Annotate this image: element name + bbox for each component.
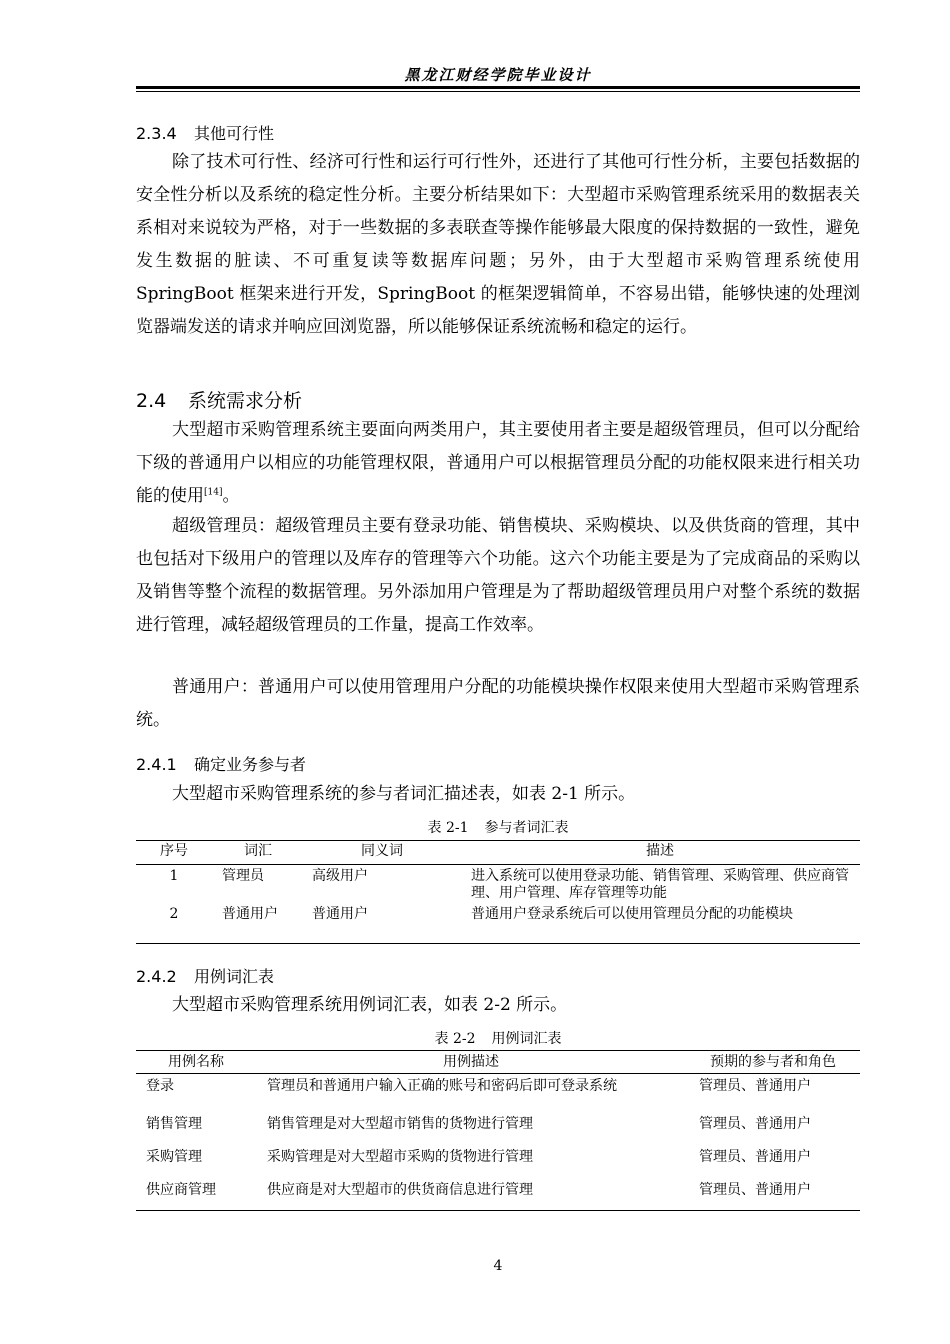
table2-cell: 供应商是对大型超市的供货商信息进行管理	[267, 1182, 533, 1198]
table2-bottom-rule	[136, 1210, 860, 1211]
table2-cell: 销售管理是对大型超市销售的货物进行管理	[267, 1116, 533, 1132]
table2-header-rule	[136, 1073, 860, 1074]
table1-cell: 普通用户登录系统后可以使用管理员分配的功能模块	[471, 906, 793, 922]
table1-cell: 1	[169, 868, 179, 884]
table2-cell: 管理员、普通用户	[699, 1078, 811, 1094]
table2-cell: 采购管理是对大型超市采购的货物进行管理	[267, 1149, 533, 1165]
table2-caption	[136, 1028, 860, 1048]
table2-cell: 管理员和普通用户输入正确的账号和密码后即可登录系统	[267, 1078, 617, 1094]
section-heading-2-3-4	[136, 121, 274, 144]
table2-header-cell: 预期的参与者和角色	[710, 1054, 836, 1070]
paragraph-normal-user: 普通用户：普通用户可以使用管理用户分配的功能模块操作权限来使用大型超市采购管理系统。	[136, 677, 860, 730]
paragraph-text: 大型超市采购管理系统主要面向两类用户，其主要使用者主要是超级管理员，但可以分配给下级的普通用户以相应的功能管理权限，普通用户可以根据管理员分配的功能权限来进行相关功能的使用	[136, 420, 860, 506]
section-title: 确定业务参与者	[194, 755, 307, 774]
table1-cell: 2	[169, 906, 179, 922]
page-number: 4	[493, 1258, 503, 1274]
table2-cell: 登录	[146, 1078, 174, 1094]
table1-header-cell: 描述	[646, 843, 674, 859]
section-title: 其他可行性	[194, 124, 275, 143]
table1-header-cell: 词汇	[244, 843, 272, 859]
table1-top-rule	[136, 840, 860, 841]
caption-number: 表 2-1	[427, 820, 469, 836]
paragraph-other-feasibility: 除了技术可行性、经济可行性和运行可行性外，还进行了其他可行性分析，主要包括数据的安全性分析以及系统的稳定性分析。主要分析结果如下：大型超市采购管理系统采用的数据表关系相对来说较为严格，对于一些数据的多表联查等操作能够最大限度的保持数据的一致性，避免发生数据的脏读、不可重复读等数据库问题；另外，由于大型超市采购管理系统使用 SpringBoot 框架来进行开发，SpringBoot 的框架逻辑简单，不容易出错，能够快速的处理浏览器端发送的请求并响应回浏览器，所以能够保证系统流畅和稳定的运行。	[136, 152, 860, 337]
paragraph-requirements-intro	[136, 414, 860, 513]
section-heading-2-4	[136, 386, 302, 413]
table2-cell: 销售管理	[146, 1116, 202, 1132]
header-rule-thin	[136, 91, 860, 92]
section-number: 2.3.4	[136, 124, 177, 143]
section-number: 2.4	[136, 390, 167, 412]
paragraph-end: 。	[222, 486, 240, 506]
table1-header-rule	[136, 864, 860, 865]
section-number: 2.4.2	[136, 967, 177, 986]
table2-cell: 供应商管理	[146, 1182, 216, 1198]
paragraph-table1-intro: 大型超市采购管理系统的参与者词汇描述表，如表 2-1 所示。	[172, 784, 636, 804]
section-number: 2.4.1	[136, 755, 177, 774]
table1-cell: 普通用户	[222, 906, 278, 922]
table2-cell: 管理员、普通用户	[699, 1116, 811, 1132]
table1-bottom-rule	[136, 943, 860, 944]
table2-top-rule	[136, 1050, 860, 1051]
header-rule-thick	[136, 86, 860, 89]
table1-cell: 普通用户	[312, 906, 368, 922]
table1-caption	[136, 817, 860, 837]
caption-number: 表 2-2	[434, 1031, 476, 1047]
caption-title: 参与者词汇表	[484, 820, 569, 836]
section-title: 用例词汇表	[194, 967, 275, 986]
table2-cell: 采购管理	[146, 1149, 202, 1165]
section-title: 系统需求分析	[188, 390, 303, 412]
table2-cell: 管理员、普通用户	[699, 1149, 811, 1165]
table2-header-cell: 用例名称	[168, 1054, 224, 1070]
citation-ref: [14]	[204, 487, 223, 498]
table1-header-cell: 同义词	[361, 843, 403, 859]
page-header: 黑龙江财经学院毕业设计	[404, 66, 592, 84]
paragraph-super-admin: 超级管理员：超级管理员主要有登录功能、销售模块、采购模块、以及供货商的管理，其中也包括对下级用户的管理以及库存的管理等六个功能。这六个功能主要是为了完成商品的采购以及销售等整个流程的数据管理。另外添加用户管理是为了帮助超级管理员用户对整个系统的数据进行管理，减轻超级管理员的工作量，提高工作效率。	[136, 516, 860, 635]
table2-cell: 管理员、普通用户	[699, 1182, 811, 1198]
table1-cell: 高级用户	[312, 868, 368, 884]
caption-title: 用例词汇表	[491, 1031, 562, 1047]
table2-header-cell: 用例描述	[443, 1054, 499, 1070]
section-heading-2-4-2	[136, 964, 274, 987]
paragraph-table2-intro: 大型超市采购管理系统用例词汇表，如表 2-2 所示。	[172, 995, 568, 1015]
table1-cell: 管理员	[222, 868, 264, 884]
table1-header-cell: 序号	[160, 843, 188, 859]
section-heading-2-4-1	[136, 752, 306, 775]
table1-cell: 进入系统可以使用登录功能、销售管理、采购管理、供应商管理、用户管理、库存管理等功能	[471, 868, 849, 901]
